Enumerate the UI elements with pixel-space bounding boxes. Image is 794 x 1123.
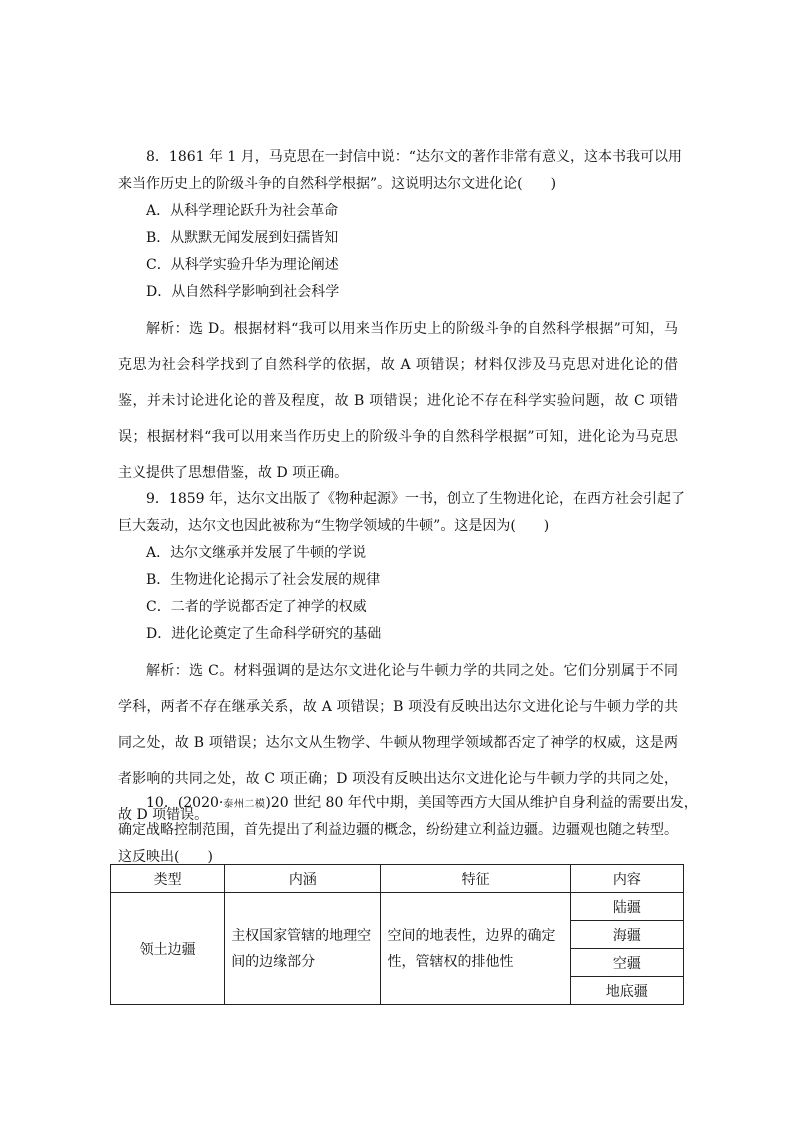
header-type: 类型 [111,865,225,893]
q10-source-tag: 泰州二模 [223,799,266,810]
cell-feature: 空间的地表性，边界的确定性，管辖权的排他性 [381,893,570,1005]
cell-connotation: 主权国家管辖的地理空间的边缘部分 [225,893,381,1005]
q8-stem-line1: 8．1861 年 1 月，马克思在一封信中说：“达尔文的著作非常有意义，这本书我可以用 [146,149,682,165]
q9-option-a: A．达尔文继承并发展了牛顿的学说 [146,545,367,561]
q10-stem-line1 [118,790,698,818]
q10-stem-line2: 确定战略控制范围，首先提出了利益边疆的概念，纷纷建立利益边疆。边疆观也随之转型。 [118,822,678,838]
cell-content-air: 空疆 [570,949,683,977]
header-feature: 特征 [381,865,570,893]
header-content: 内容 [570,865,683,893]
q8-option-a: A．从科学理论跃升为社会革命 [146,203,339,219]
q9-stem-line1: 9．1859 年，达尔文出版了《物种起源》一书，创立了生物进化论，在西方社会引起了 [146,491,685,507]
cell-content-sea: 海疆 [570,921,683,949]
q10-prefix: 10．(2020· [146,795,224,811]
cell-content-underground: 地底疆 [570,977,683,1005]
q9-stem-line2: 巨大轰动，达尔文也因此被称为“生物学领域的牛顿”。这是因为( ) [118,518,550,534]
q9-option-c: C．二者的学说都否定了神学的权威 [146,599,367,615]
q9-explanation: 解析：选 C。材料强调的是达尔文进化论与牛顿力学的共同之处。它们分别属于不同学科，两者不存在继承关系，故 A 项错误；B 项没有反映出达尔文进化论与牛顿力学的共同之处，故 B 项错误；达尔文从生物学、牛顿从物理学领域都否定了神学的权威，这是两者影响的共同之处，故 C 项正确；D 项没有反映出达尔文进化论与牛顿力学的共同之处，故 D 项错误。 [118,663,678,823]
frontier-table [110,864,684,1005]
header-connotation: 内涵 [225,865,381,893]
q8-option-b: B．从默默无闻发展到妇孺皆知 [146,230,339,246]
table-row [111,893,684,921]
q9-option-b: B．生物进化论揭示了社会发展的规律 [146,572,381,588]
q10-stem-line3: 这反映出( ) [118,849,213,865]
q10-line1-rest: )20 世纪 80 年代中期，美国等西方大国从维护自身利益的需要出发， [265,795,698,811]
q8-option-c: C．从科学实验升华为理论阐述 [146,257,339,273]
q8-option-d: D．从自然科学影响到社会科学 [146,284,340,300]
q8-explanation: 解析：选 D。根据材料“我可以用来当作历史上的阶级斗争的自然科学根据”可知，马克思为社会科学找到了自然科学的依据，故 A 项错误；材料仅涉及马克思对进化论的借鉴，并未讨论进化论的普及程度，故 B 项错误；进化论不存在科学实验问题，故 C 项错误；根据材料“我可以用来当作历史上的阶级斗争的自然科学根据”可知，进化论为马克思主义提供了思想借鉴，故 D 项正确。 [118,321,678,481]
q9-option-d: D．进化论奠定了生命科学研究的基础 [146,626,382,642]
cell-type: 领土边疆 [111,893,225,1005]
cell-content-land: 陆疆 [570,893,683,921]
table-header-row [111,865,684,893]
q8-stem-line2: 来当作历史上的阶级斗争的自然科学根据”。这说明达尔文进化论( ) [118,176,557,192]
